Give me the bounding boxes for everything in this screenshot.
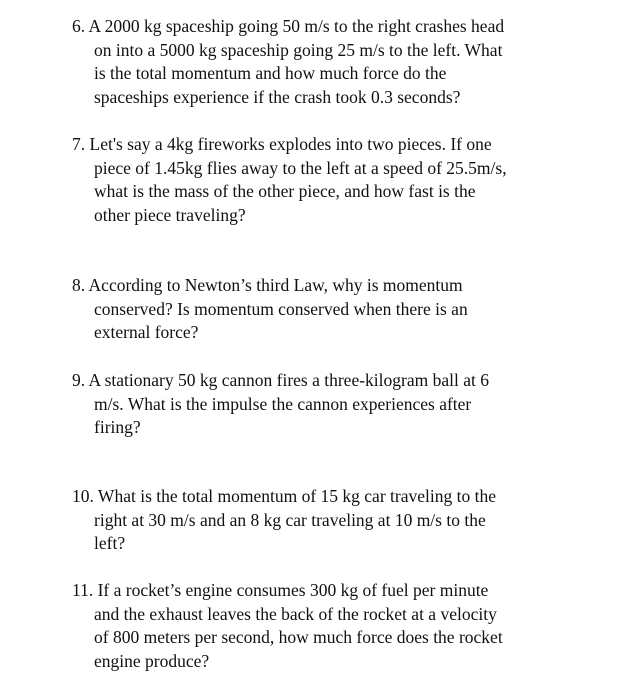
question-8	[72, 274, 592, 345]
question-6-line-1: 6. A 2000 kg spaceship going 50 m/s to the right crashes head	[72, 16, 505, 36]
question-9-line-1: 9. A stationary 50 kg cannon fires a three-kilogram ball at 6	[72, 370, 489, 390]
question-11-line-4: engine produce?	[94, 650, 210, 671]
question-10-line-3: left?	[94, 533, 126, 553]
question-10-line-2: right at 30 m/s and an 8 kg car traveling at 10 m/s to the	[94, 509, 486, 530]
question-11-line-1: 11. If a rocket’s engine consumes 300 kg of fuel per minute	[72, 580, 489, 600]
question-11-line-2: and the exhaust leaves the back of the rocket at a velocity	[94, 603, 497, 624]
question-6-line-4: spaceships experience if the crash took 0.3 seconds?	[94, 86, 461, 107]
question-11-line-3: of 800 meters per second, how much force does the rocket	[94, 627, 503, 647]
question-7-line-2: piece of 1.45kg flies away to the left at a speed of 25.5m/s,	[94, 157, 507, 178]
question-8-line-1: 8. According to Newton’s third Law, why is momentum	[72, 275, 463, 295]
question-11	[72, 579, 592, 673]
question-7-line-4: other piece traveling?	[94, 204, 246, 225]
question-8-line-2: conserved? Is momentum conserved when there is an	[94, 298, 468, 319]
question-7-line-1: 7. Let's say a 4kg fireworks explodes into two pieces. If one	[72, 134, 492, 154]
question-10-line-1: 10. What is the total momentum of 15 kg car traveling to the	[72, 486, 496, 506]
question-9	[72, 369, 592, 440]
question-6-line-3: is the total momentum and how much force do the	[94, 63, 447, 83]
question-10	[72, 485, 592, 556]
question-7-line-3: what is the mass of the other piece, and how fast is the	[94, 181, 476, 201]
question-8-line-3: external force?	[94, 322, 199, 342]
question-6	[72, 15, 592, 109]
question-9-line-2: m/s. What is the impulse the cannon experiences after	[94, 393, 472, 414]
question-9-line-3: firing?	[94, 417, 141, 437]
question-7	[72, 133, 592, 227]
question-6-line-2: on into a 5000 kg spaceship going 25 m/s to the left. What	[94, 39, 503, 60]
